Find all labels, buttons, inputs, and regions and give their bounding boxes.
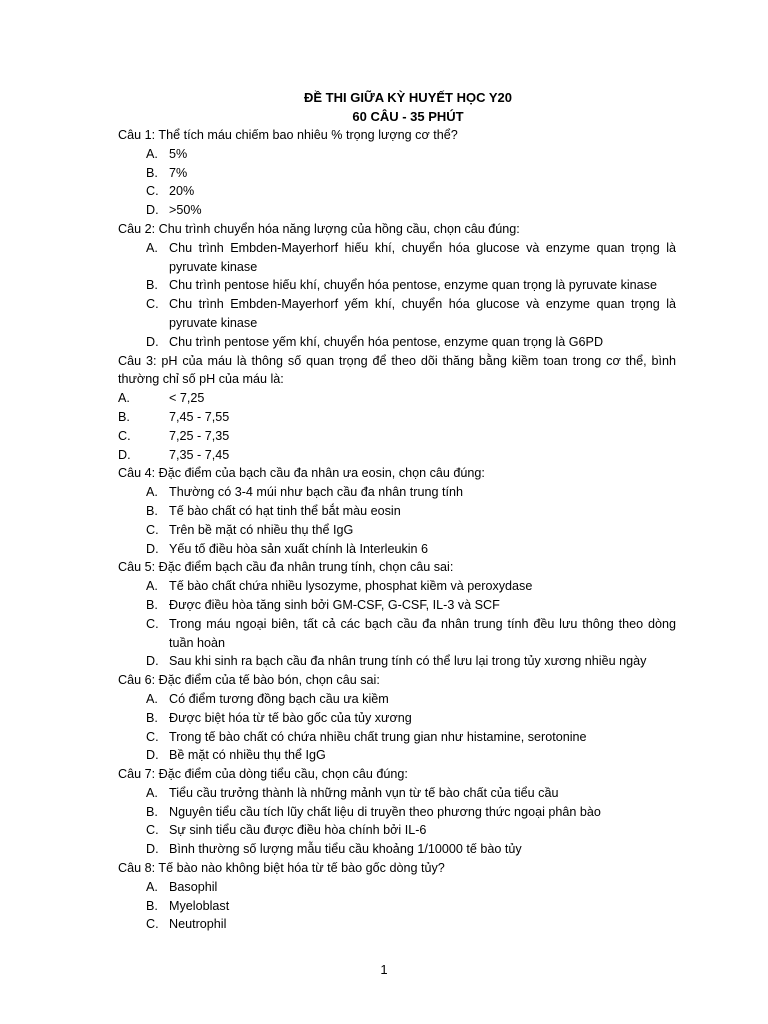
question-block	[118, 352, 676, 465]
option-text: 7,45 - 7,55	[169, 409, 230, 424]
option-letter: C.	[146, 823, 159, 838]
option-text: Được biệt hóa từ tế bào gốc của tủy xương	[169, 710, 412, 725]
option-letter: A.	[146, 691, 158, 706]
question-text: Câu 6: Đặc điểm của tế bào bón, chọn câu sai:	[118, 673, 380, 688]
option-letter: C.	[146, 616, 159, 631]
option-text: 7,35 - 7,45	[169, 447, 230, 462]
question-text: Câu 2: Chu trình chuyển hóa năng lượng của hồng cầu, chọn câu đúng:	[118, 221, 520, 236]
answer-option	[118, 239, 676, 277]
question-block	[118, 859, 676, 934]
option-text: Sự sinh tiểu cầu được điều hòa chính bởi IL-6	[169, 823, 427, 838]
answer-option	[118, 652, 676, 671]
answer-option	[118, 709, 676, 728]
question-text: Câu 1: Thể tích máu chiếm bao nhiêu % trọng lượng cơ thể?	[118, 128, 458, 142]
answer-option	[118, 596, 676, 615]
option-letter: B.	[146, 597, 158, 612]
option-text: 5%	[169, 146, 188, 161]
option-text: Neutrophil	[169, 917, 227, 932]
option-letter: D.	[146, 654, 159, 669]
option-letter: D.	[146, 541, 159, 556]
answer-option	[118, 897, 676, 916]
answer-option	[118, 145, 676, 164]
option-text: Chu trình pentose yếm khí, chuyển hóa pentose, enzyme quan trọng là G6PD	[169, 334, 604, 349]
option-text: Nguyên tiểu cầu tích lũy chất liệu di truyền theo phương thức ngoại phân bào	[169, 804, 601, 819]
exam-title: ĐỀ THI GIỮA KỲ HUYẾT HỌC Y20	[304, 90, 512, 105]
option-letter: B.	[146, 278, 158, 293]
option-letter: A.	[146, 485, 158, 500]
question-block	[118, 220, 676, 352]
option-text: Trong tế bào chất có chứa nhiều chất trung gian như histamine, serotonine	[169, 729, 587, 744]
option-letter: B.	[118, 409, 130, 424]
question-text: Câu 5: Đặc điểm bạch cầu đa nhân trung tính, chọn câu sai:	[118, 560, 454, 575]
answer-option	[118, 615, 676, 653]
option-letter: C.	[146, 729, 159, 744]
option-text: Myeloblast	[169, 898, 230, 913]
option-text: Chu trình pentose hiếu khí, chuyển hóa pentose, enzyme quan trọng là pyruvate kinase	[169, 278, 657, 293]
option-text: Basophil	[169, 879, 218, 894]
option-letter: B.	[146, 165, 158, 180]
answer-option	[118, 821, 676, 840]
answer-option	[118, 502, 676, 521]
option-text: Tế bào chất chứa nhiều lysozyme, phosphat kiềm và peroxydase	[169, 579, 533, 594]
answer-option	[118, 182, 676, 201]
option-letter: D.	[118, 447, 131, 462]
option-text: Bề mặt có nhiều thụ thể IgG	[169, 748, 326, 763]
answer-option	[118, 521, 676, 540]
option-letter: A.	[118, 391, 130, 406]
answer-option	[118, 333, 676, 352]
answer-option	[118, 408, 676, 427]
answer-option	[118, 728, 676, 747]
answer-option	[118, 295, 676, 333]
question-list	[118, 126, 676, 934]
answer-option	[118, 690, 676, 709]
answer-option	[118, 483, 676, 502]
option-letter: B.	[146, 898, 158, 913]
option-letter: C.	[146, 184, 159, 199]
option-letter: D.	[146, 842, 159, 857]
answer-option	[118, 276, 676, 295]
option-text: Được điều hòa tăng sinh bởi GM-CSF, G-CSF, IL-3 và SCF	[169, 597, 500, 612]
option-text: Tiểu cầu trưởng thành là những mảnh vụn từ tế bào chất của tiểu cầu	[169, 785, 559, 800]
option-text: < 7,25	[169, 391, 205, 406]
question-text: Câu 7: Đặc điểm của dòng tiểu cầu, chọn câu đúng:	[118, 767, 408, 782]
answer-option	[118, 201, 676, 220]
question-text: Câu 8: Tế bào nào không biệt hóa từ tế bào gốc dòng tủy?	[118, 861, 445, 876]
question-text: Câu 3: pH của máu là thông số quan trọng để theo dõi thăng bằng kiềm toan trong cơ thể, bình thường chỉ số pH của máu là:	[118, 353, 676, 387]
option-text: Chu trình Embden-Mayerhorf yếm khí, chuyển hóa glucose và enzyme quan trọng là pyruvate kinase	[169, 297, 676, 330]
option-text: Thường có 3-4 múi như bạch cầu đa nhân trung tính	[169, 485, 463, 500]
answer-option	[118, 784, 676, 803]
option-text: Trên bề mặt có nhiều thụ thể IgG	[169, 522, 354, 537]
answer-option	[118, 540, 676, 559]
option-letter: A.	[146, 785, 158, 800]
exam-subtitle: 60 CÂU - 35 PHÚT	[352, 109, 464, 124]
answer-option	[118, 577, 676, 596]
option-text: >50%	[169, 203, 202, 218]
option-letter: B.	[146, 503, 158, 518]
option-letter: A.	[146, 879, 158, 894]
answer-option	[118, 446, 676, 465]
option-letter: A.	[146, 579, 158, 594]
answer-option	[118, 803, 676, 822]
option-letter: C.	[146, 522, 159, 537]
option-text: Có điểm tương đồng bạch cầu ưa kiềm	[169, 691, 389, 706]
option-text: 20%	[169, 184, 195, 199]
question-block	[118, 671, 676, 765]
option-text: 7%	[169, 165, 188, 180]
option-letter: D.	[146, 748, 159, 763]
option-text: Tế bào chất có hạt tinh thể bắt màu eosin	[169, 503, 401, 518]
option-text: Yếu tố điều hòa sản xuất chính là Interleukin 6	[169, 541, 429, 556]
exam-content	[118, 88, 676, 934]
page-number: 1	[380, 962, 388, 977]
question-text: Câu 4: Đặc điểm của bạch cầu đa nhân ưa eosin, chọn câu đúng:	[118, 466, 485, 481]
option-letter: A.	[146, 146, 158, 161]
question-block	[118, 126, 676, 220]
answer-option	[118, 389, 676, 408]
answer-option	[118, 878, 676, 897]
option-letter: C.	[118, 428, 131, 443]
question-block	[118, 464, 676, 558]
answer-option	[118, 915, 676, 934]
answer-option	[118, 746, 676, 765]
option-letter: B.	[146, 710, 158, 725]
option-text: Bình thường số lượng mẫu tiểu cầu khoảng 1/10000 tế bào tủy	[169, 842, 522, 857]
option-letter: C.	[146, 297, 159, 312]
option-letter: D.	[146, 334, 159, 349]
option-text: Chu trình Embden-Mayerhorf hiếu khí, chuyển hóa glucose và enzyme quan trọng là pyruvate kinase	[169, 240, 676, 274]
option-letter: A.	[146, 240, 158, 255]
question-block	[118, 765, 676, 859]
answer-option	[118, 164, 676, 183]
question-block	[118, 558, 676, 671]
option-text: Sau khi sinh ra bạch cầu đa nhân trung tính có thể lưu lại trong tủy xương nhiều ngày	[169, 654, 647, 669]
answer-option	[118, 427, 676, 446]
option-text: Trong máu ngoại biên, tất cả các bạch cầu đa nhân trung tính đều lưu thông theo dòng tuần hoàn	[169, 616, 676, 650]
option-letter: C.	[146, 917, 159, 932]
option-text: 7,25 - 7,35	[169, 428, 230, 443]
option-letter: D.	[146, 203, 159, 218]
answer-option	[118, 840, 676, 859]
option-letter: B.	[146, 804, 158, 819]
